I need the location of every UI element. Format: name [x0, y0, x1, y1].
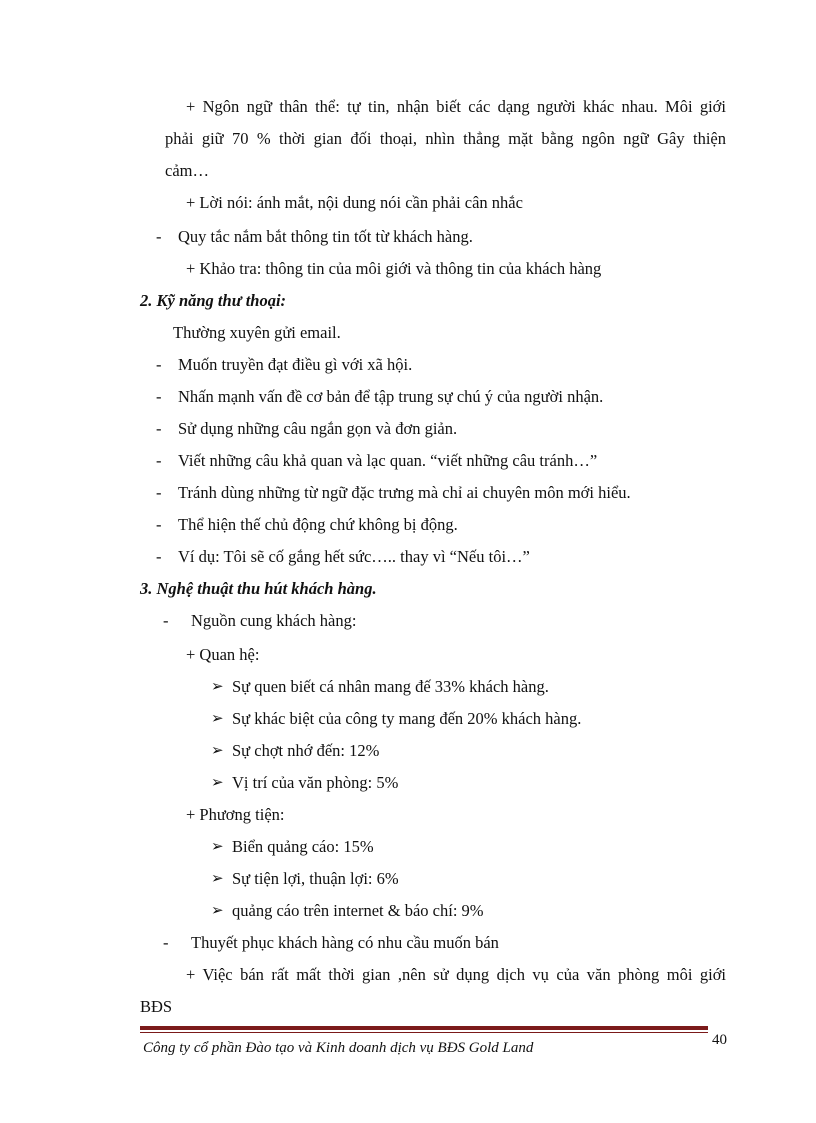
list-dash: - [156, 451, 162, 470]
list-dash: - [156, 387, 162, 406]
list-item: Muốn truyền đạt điều gì với xã hội. [178, 355, 413, 374]
body-line: + Lời nói: ánh mắt, nội dung nói cần phải cân nhắc [186, 193, 523, 212]
list-dash: - [156, 483, 162, 502]
arrow-bullet-icon: ➢ [211, 839, 224, 855]
list-item: Sự quen biết cá nhân mang đế 33% khách hàng. [232, 677, 549, 696]
sub-heading: + Quan hệ: [186, 645, 260, 664]
list-item: Thuyết phục khách hàng có nhu cầu muốn bán [191, 933, 499, 952]
list-item: Tránh dùng những từ ngữ đặc trưng mà chỉ ai chuyên môn mới hiểu. [178, 483, 631, 502]
list-item: Sự khác biệt của công ty mang đến 20% khách hàng. [232, 709, 582, 728]
footer-company: Công ty cổ phần Đào tạo và Kinh doanh dịch vụ BĐS Gold Land [143, 1040, 534, 1056]
list-item: Vị trí của văn phòng: 5% [232, 773, 399, 792]
body-line: + Khảo tra: thông tin của môi giới và thông tin của khách hàng [186, 259, 602, 278]
body-line: phải giữ 70 % thời gian đối thoại, nhìn thẳng mặt bằng ngôn ngữ Gây thiện [165, 129, 726, 148]
list-item: Viết những câu khả quan và lạc quan. “viết những câu tránh…” [178, 451, 598, 470]
body-line: cảm… [165, 161, 209, 180]
list-dash: - [156, 547, 162, 566]
footer-rule [140, 1026, 708, 1030]
body-line: BĐS [140, 997, 173, 1016]
section-heading: 3. Nghệ thuật thu hút khách hàng. [140, 579, 377, 598]
list-dash: - [156, 355, 162, 374]
body-line: + Việc bán rất mất thời gian ,nên sử dụng dịch vụ của văn phòng môi giới [186, 965, 726, 984]
list-item: Quy tắc nắm bắt thông tin tốt từ khách hàng. [178, 227, 473, 246]
section-heading: 2. Kỹ năng thư thoại: [140, 291, 287, 310]
list-item: Sự tiện lợi, thuận lợi: 6% [232, 869, 399, 888]
list-dash: - [156, 227, 162, 246]
list-dash: - [156, 515, 162, 534]
arrow-bullet-icon: ➢ [211, 871, 224, 887]
arrow-bullet-icon: ➢ [211, 903, 224, 919]
list-item: Biển quảng cáo: 15% [232, 837, 374, 856]
arrow-bullet-icon: ➢ [211, 679, 224, 695]
arrow-bullet-icon: ➢ [211, 711, 224, 727]
list-item: Thể hiện thế chủ động chứ không bị động. [178, 515, 458, 534]
list-item: quảng cáo trên internet & báo chí: 9% [232, 901, 484, 920]
sub-heading: + Phương tiện: [186, 805, 285, 824]
list-item: Nhấn mạnh vấn đề cơ bản để tập trung sự chú ý của người nhận. [178, 387, 604, 406]
footer-rule-thin [140, 1032, 708, 1033]
list-item: Ví dụ: Tôi sẽ cố gắng hết sức….. thay vì “Nếu tôi…” [178, 547, 530, 566]
arrow-bullet-icon: ➢ [211, 775, 224, 791]
list-item: Nguồn cung khách hàng: [191, 611, 357, 630]
arrow-bullet-icon: ➢ [211, 743, 224, 759]
list-dash: - [163, 933, 169, 952]
list-dash: - [156, 419, 162, 438]
list-item: Sử dụng những câu ngắn gọn và đơn giản. [178, 419, 458, 438]
page-number: 40 [712, 1032, 727, 1048]
body-line: Thường xuyên gửi email. [173, 323, 341, 342]
list-dash: - [163, 611, 169, 630]
list-item: Sự chợt nhớ đến: 12% [232, 741, 380, 760]
body-line: + Ngôn ngữ thân thể: tự tin, nhận biết các dạng người khác nhau. Môi giới [186, 97, 726, 116]
